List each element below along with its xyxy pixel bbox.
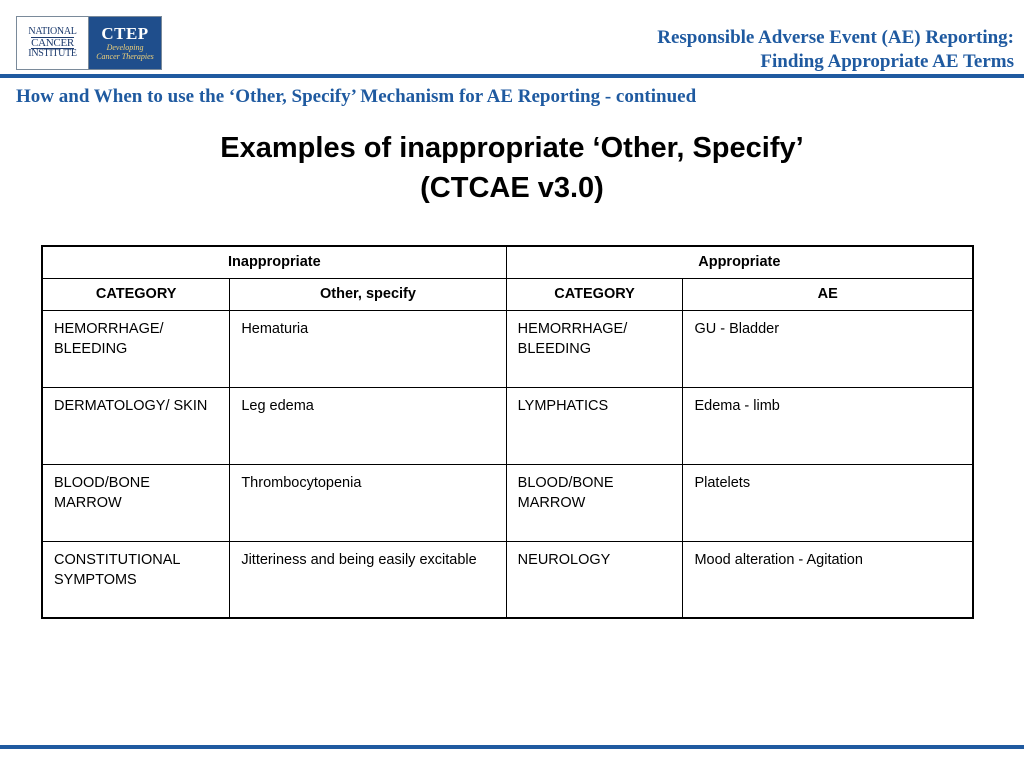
nci-logo-line: CANCER: [31, 37, 74, 49]
table-cell: HEMORRHAGE/ BLEEDING: [506, 310, 683, 387]
table-cell: Platelets: [683, 464, 973, 541]
group-header-appropriate: Appropriate: [506, 246, 973, 278]
ctep-logo: [89, 17, 161, 69]
table-cell: Edema - limb: [683, 387, 973, 464]
nci-logo-line: NATIONAL: [28, 26, 77, 37]
nci-logo-line: INSTITUTE: [28, 48, 77, 59]
table-cell: Hematuria: [230, 310, 506, 387]
table-cell: Thrombocytopenia: [230, 464, 506, 541]
ctep-tagline: Cancer Therapies: [96, 52, 154, 61]
table-row: [42, 464, 973, 541]
ae-examples-table: [41, 245, 974, 619]
ctep-logo-text: CTEP: [101, 24, 149, 43]
logo: [16, 16, 162, 70]
table-row: [42, 310, 973, 387]
table-cell: BLOOD/BONE MARROW: [42, 464, 230, 541]
table-cell: Jitteriness and being easily excitable: [230, 541, 506, 618]
group-header-inappropriate: Inappropriate: [42, 246, 506, 278]
header-title-line: Responsible Adverse Event (AE) Reporting:: [657, 27, 1014, 48]
table-cell: Leg edema: [230, 387, 506, 464]
table-column-header-row: [42, 278, 973, 310]
column-header: CATEGORY: [506, 278, 683, 310]
table-cell: GU - Bladder: [683, 310, 973, 387]
column-header: Other, specify: [230, 278, 506, 310]
column-header: CATEGORY: [42, 278, 230, 310]
table-group-header-row: [42, 246, 973, 278]
table-row: [42, 387, 973, 464]
table-cell: BLOOD/BONE MARROW: [506, 464, 683, 541]
header-title: [657, 26, 1014, 74]
footer-divider: [0, 745, 1024, 749]
page-title-line: (CTCAE v3.0): [420, 172, 604, 204]
table-cell: DERMATOLOGY/ SKIN: [42, 387, 230, 464]
ctep-tagline: Developing: [106, 43, 144, 52]
page-title: [0, 128, 1024, 208]
nci-logo: [17, 17, 89, 69]
page-title-line: Examples of inappropriate ‘Other, Specify’: [220, 132, 804, 164]
column-header: AE: [683, 278, 973, 310]
header-title-line: Finding Appropriate AE Terms: [760, 51, 1014, 72]
header-divider: [0, 74, 1024, 78]
table-row: [42, 541, 973, 618]
table-cell: HEMORRHAGE/ BLEEDING: [42, 310, 230, 387]
page-subtitle: How and When to use the ‘Other, Specify’ Mechanism for AE Reporting - continued: [16, 86, 697, 107]
table-cell: NEUROLOGY: [506, 541, 683, 618]
table-cell: Mood alteration - Agitation: [683, 541, 973, 618]
table-cell: LYMPHATICS: [506, 387, 683, 464]
table-cell: CONSTITUTIONAL SYMPTOMS: [42, 541, 230, 618]
